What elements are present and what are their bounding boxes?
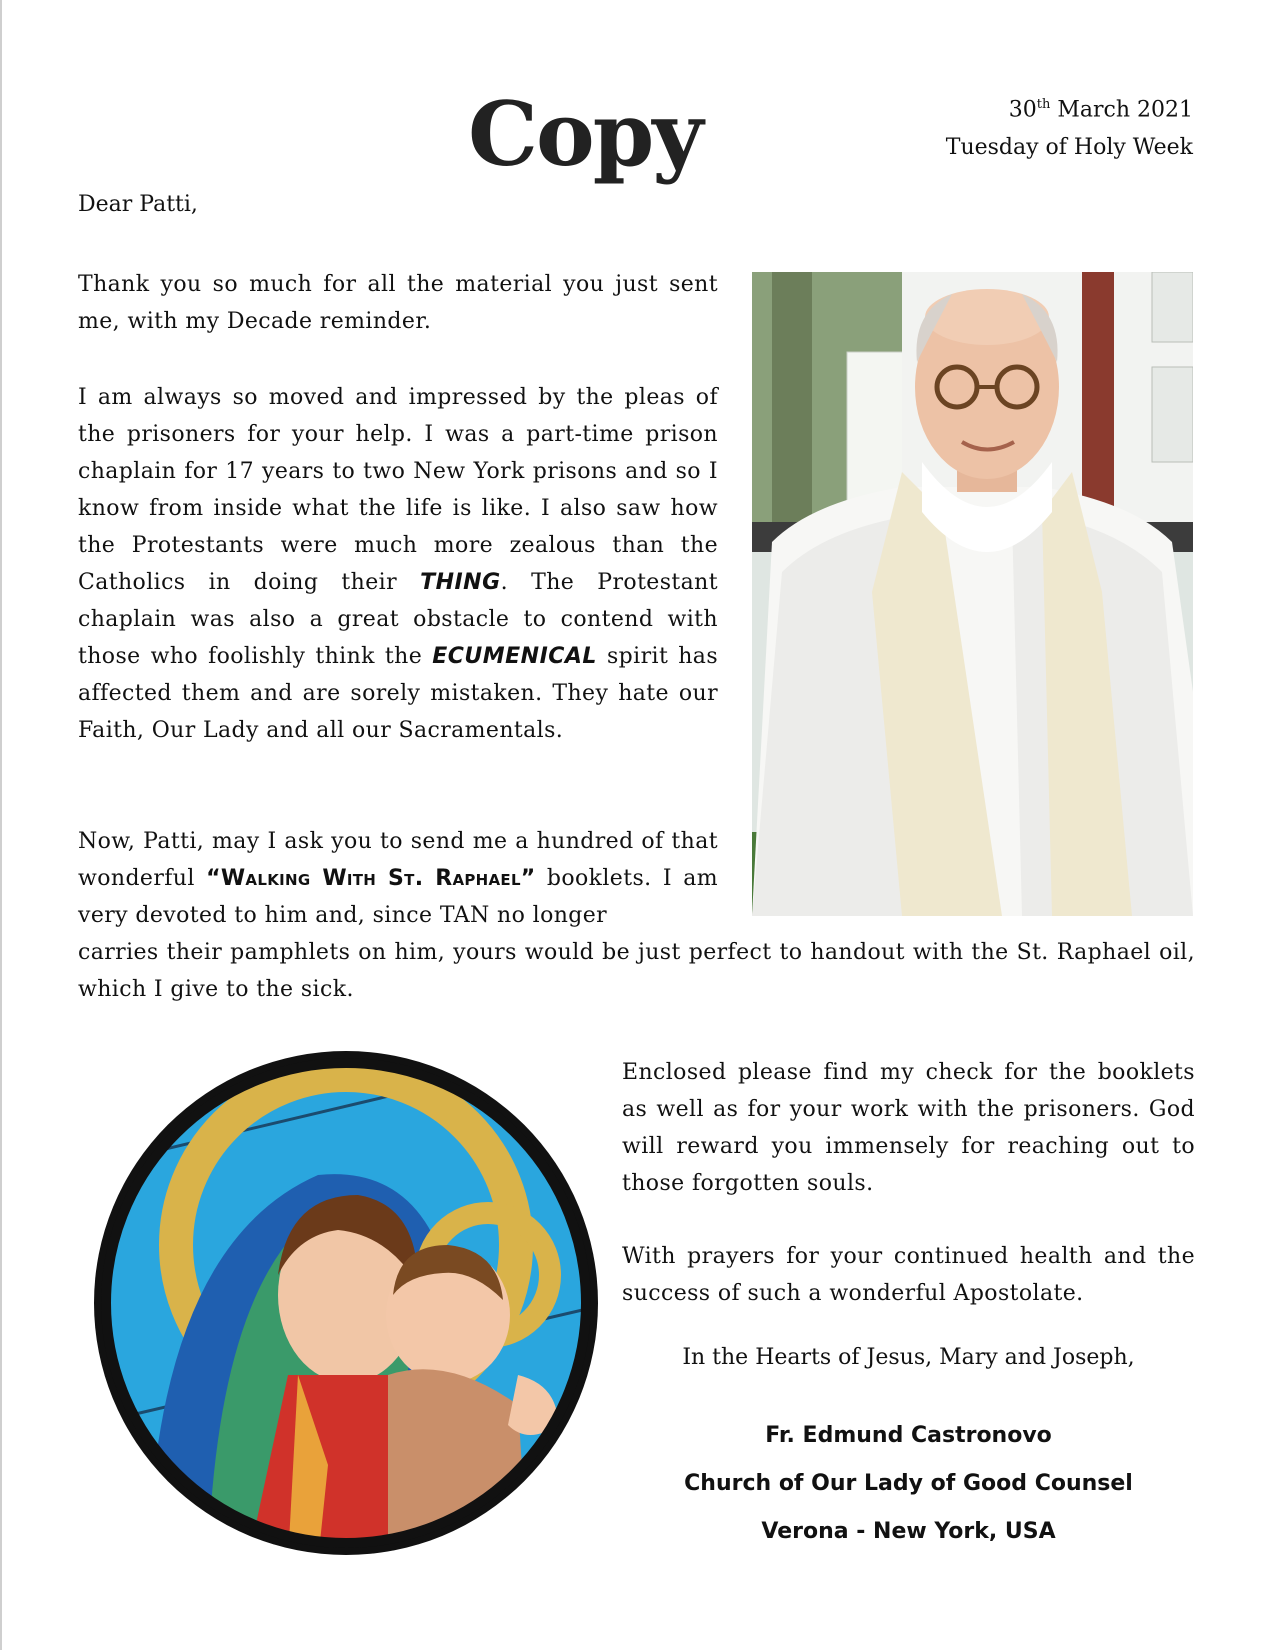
emphasis-thing: THING <box>420 570 501 595</box>
signature-block <box>622 1412 1195 1556</box>
page-edge <box>0 0 2 1650</box>
copy-stamp: Copy <box>468 82 702 186</box>
signature-name: Fr. Edmund Castronovo <box>765 1423 1052 1448</box>
date-block <box>946 86 1193 167</box>
paragraph-prisoners: I am always so moved and impressed by the pleas of the prisoners for your help. I was a part-time prison chaplain for 17 years to two New York prisons and so I know from inside what the life is like. I also saw how the Protestants were much more zealous than the Catholics in doing their THING. The Protestant chaplain was also a great obstacle to contend with those who foolishly think the ECUMENICAL spirit has affected them and are sorely mistaken. They hate our Faith, Our Lady and all our Sacramentals. <box>78 385 719 743</box>
paragraph-prayers: With prayers for your continued health and the success of such a wonderful Apostolate. <box>622 1244 1195 1306</box>
paragraph-check-enclosed: Enclosed please find my check for the booklets as well as for your work with the prisoners. God will reward you immensely for reaching out to those forgotten souls. <box>622 1060 1195 1196</box>
priest-photo <box>752 272 1193 916</box>
salutation: Dear Patti, <box>78 192 198 217</box>
emphasis-ecumenical: ECUMENICAL <box>432 644 597 669</box>
paragraph-booklet-request: Now, Patti, may I ask you to send me a hundred of that wonderful “Walking With St. Raphael” booklets. I am very devoted to him and, since TAN no longer carries their pamphlets on him, yours would be just perfect to handout with the St. Raphael oil, which I give to the sick. <box>78 829 1195 1002</box>
closing-line: In the Hearts of Jesus, Mary and Joseph, <box>682 1345 1135 1370</box>
paragraph-thanks: Thank you so much for all the material you just sent me, with my Decade reminder. <box>78 272 718 334</box>
booklet-title: “Walking With St. Raphael” <box>206 866 536 891</box>
signature-location: Verona - New York, USA <box>761 1519 1056 1544</box>
signature-church: Church of Our Lady of Good Counsel <box>684 1471 1133 1496</box>
stained-glass-madonna <box>88 1045 604 1561</box>
letter-date: 30th March 2021 <box>1008 97 1193 123</box>
liturgical-day: Tuesday of Holy Week <box>945 135 1193 161</box>
